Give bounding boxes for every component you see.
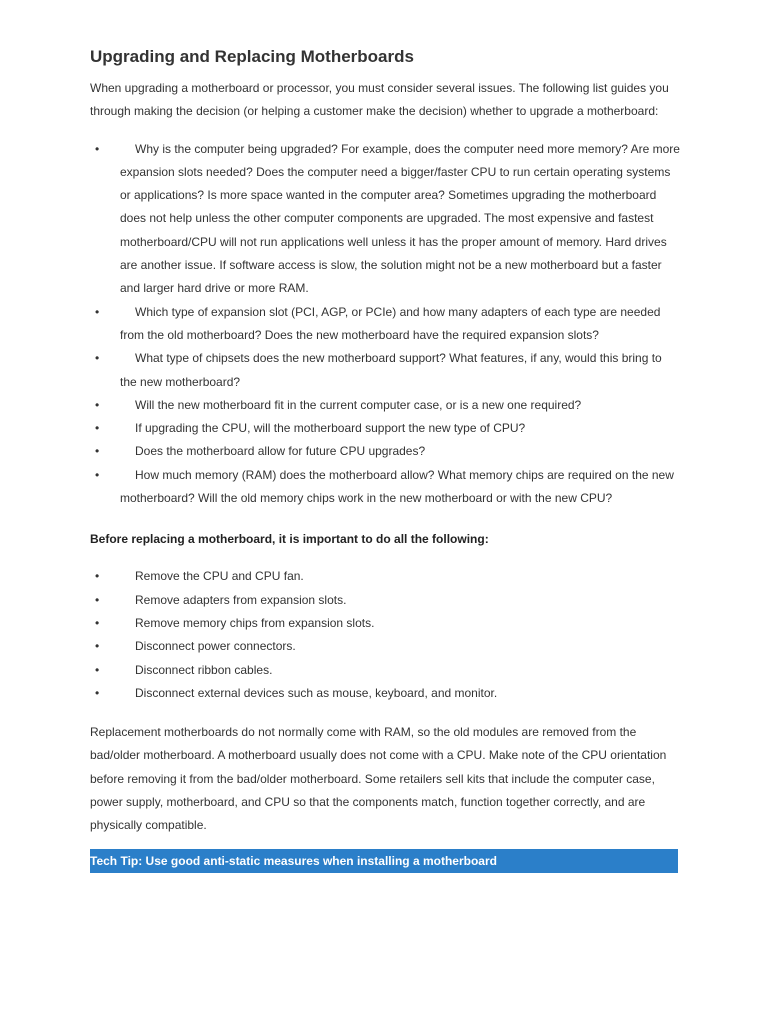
bullet-icon: • <box>95 141 100 156</box>
bullet-icon: • <box>95 444 100 459</box>
page-title: Upgrading and Replacing Motherboards <box>90 47 414 66</box>
list-item <box>90 565 680 588</box>
list-item-text: Remove memory chips from expansion slots. <box>135 615 375 630</box>
tech-tip-banner: Tech Tip: Use good anti-static measures when installing a motherboard <box>90 849 678 873</box>
list-item <box>90 682 680 705</box>
bullet-icon: • <box>95 615 100 630</box>
list-item <box>90 464 680 511</box>
list-item-text: Why is the computer being upgraded? For example, does the computer need more memory? Are more expansion slots needed? Does the computer need a bigger/faster CPU to run certain operating systems or applications? Is more space wanted in the computer area? Sometimes upgrading the motherboard does not help unless the other computer components are upgraded. The most expensive and fastest motherboard/CPU will not run applications well unless it has the proper amount of memory. Hard drives are another issue. If software access is slow, the solution might not be a new motherboard but a faster and larger hard drive or more RAM. <box>120 141 680 296</box>
list-item-text: Does the motherboard allow for future CPU upgrades? <box>135 444 426 459</box>
steps-list <box>90 565 680 705</box>
list-item-text: Remove adapters from expansion slots. <box>135 592 347 607</box>
list-item <box>90 612 680 635</box>
bullet-icon: • <box>95 351 100 366</box>
list-item-text: Which type of expansion slot (PCI, AGP, or PCIe) and how many adapters of each type are needed from the old motherboard? Does the new motherboard have the required expansion slots? <box>120 304 661 342</box>
list-item <box>90 440 680 463</box>
list-item <box>90 347 680 394</box>
bullet-icon: • <box>95 467 100 482</box>
bullet-icon: • <box>95 639 100 654</box>
list-item <box>90 659 680 682</box>
list-item <box>90 417 680 440</box>
list-item-text: Disconnect power connectors. <box>135 639 296 654</box>
bullet-icon: • <box>95 304 100 319</box>
bullet-icon: • <box>95 421 100 436</box>
section-heading: Before replacing a motherboard, it is important to do all the following: <box>90 532 489 547</box>
issues-list <box>90 138 680 511</box>
document-page <box>90 45 680 873</box>
bullet-icon: • <box>95 685 100 700</box>
list-item <box>90 394 680 417</box>
list-item <box>90 589 680 612</box>
list-item-text: If upgrading the CPU, will the motherboard support the new type of CPU? <box>135 421 526 436</box>
bullet-icon: • <box>95 662 100 677</box>
list-item <box>90 138 680 301</box>
list-item-text: Disconnect external devices such as mouse, keyboard, and monitor. <box>135 685 498 700</box>
replacement-paragraph: Replacement motherboards do not normally come with RAM, so the old modules are removed from the bad/older motherboard. A motherboard usually does not come with a CPU. Make note of the CPU orientation before removing it from the bad/older motherboard. Some retailers sell kits that include the computer case, power supply, motherboard, and CPU so that the components match, function together correctly, and are physically compatible. <box>90 725 667 833</box>
list-item <box>90 635 680 658</box>
bullet-icon: • <box>95 569 100 584</box>
list-item-text: Will the new motherboard fit in the current computer case, or is a new one required? <box>135 397 582 412</box>
list-item-text: Remove the CPU and CPU fan. <box>135 569 304 584</box>
list-item <box>90 301 680 348</box>
bullet-icon: • <box>95 592 100 607</box>
bullet-icon: • <box>95 397 100 412</box>
intro-paragraph: When upgrading a motherboard or processor, you must consider several issues. The following list guides you through making the decision (or helping a customer make the decision) whether to upgrade a motherboard: <box>90 81 669 119</box>
list-item-text: What type of chipsets does the new motherboard support? What features, if any, would this bring to the new motherboard? <box>120 351 662 389</box>
list-item-text: How much memory (RAM) does the motherboard allow? What memory chips are required on the new motherboard? Will the old memory chips work in the new motherboard or with the new CPU? <box>120 467 674 506</box>
list-item-text: Disconnect ribbon cables. <box>135 662 273 677</box>
